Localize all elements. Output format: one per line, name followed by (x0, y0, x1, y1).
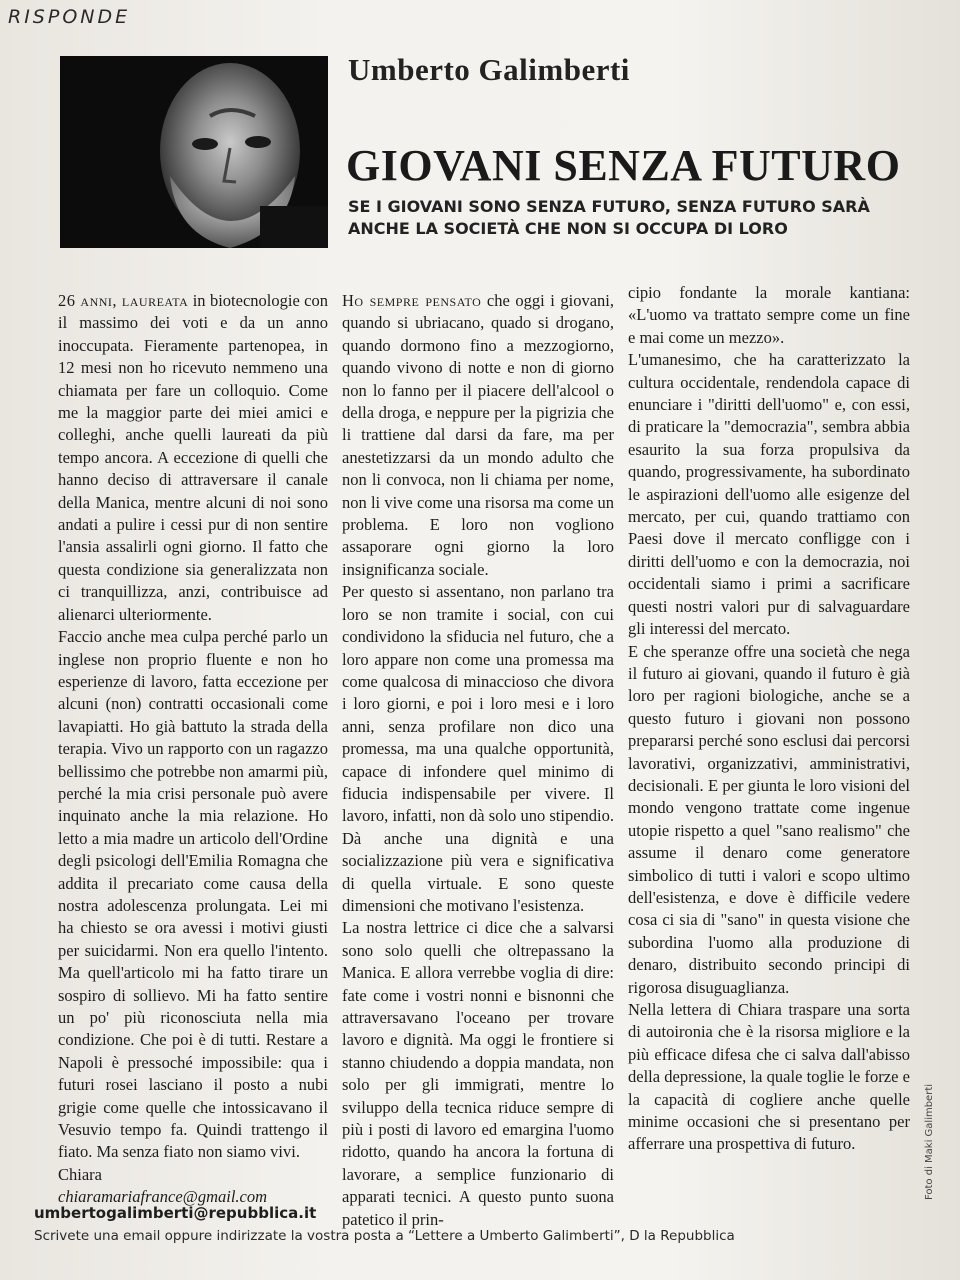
letter-text: in biotecnologie con il massimo dei voti e da un anno inoccupata. Fieramente partenopea, in 12 mesi non ho ricevuto nemmeno una chiamata per fare un colloquio. Come me la maggior parte dei miei amici e colleghi, anche quelli laureati da più tempo ancora. A eccezione di quelli che hanno deciso di attraversare il canale della Manica, mentre alcuni di noi sono andati a pulire i cessi pur di non sentire l'ansia assalirli ogni giorno. Il fatto che questa condizione sia generalizzata non ci tranquillizza, anzi, contribuisce ad alienarci ulteriormente. (58, 291, 328, 624)
reply-paragraph: Nella lettera di Chiara traspare una sorta di autoironia che è la risorsa migliore e la più efficace difesa che ci salva dall'abisso della depressione, la quale toglie le forze e la capacità di cogliere anche quelle minime occasioni che si presentano per afferrare una prospettiva di futuro. (628, 1000, 910, 1154)
reply-paragraph: E che speranze offre una società che nega il futuro ai giovani, quando il futuro è già loro per ragioni biologiche, anche se a questo futuro i giovani non possono prepararsi perché sono esclusi dai percorsi lavorativi, organizzativi, amministrativi, decisionali. E per giunta le loro visioni del mondo vengono trattate come ingenue utopie rispetto a quel "sano realismo" che assume il denaro come generatore simbolico di tutti i valori e scopo ultimo dell'esistenza, e dove è difficile vedere cosa ci sia di "sano" in questa visione che subordina l'uomo alla produzione di denaro, distribuito secondo principi di rigorosa disuguaglianza. (628, 641, 910, 997)
reply-paragraph: La nostra lettrice ci dice che a salvarsi sono solo quelli che oltrepassano la Manica. E allora verrebbe voglia di dire: fate come i vostri nonni e bisnonni che attraversavano l'oceano per trovare lavoro e dignità. Ma oggi le frontiere si stanno chiudendo a doppia mandata, non solo per gli immigrati, mentre lo sviluppo della tecnica riduce sempre di più i posti di lavoro ed emargina l'uomo ridotto, quando ha ancora la fortuna di lavorare, a semplice funzionario di apparati tecnici. A questo punto suona patetico il prin- (342, 918, 614, 1229)
author-name: Umberto Galimberti (348, 52, 630, 87)
portrait-illustration (60, 56, 328, 248)
section-label: RISPONDE (8, 6, 131, 28)
footer-email: umbertogalimberti@repubblica.it (34, 1204, 317, 1222)
letter-paragraph (58, 290, 328, 626)
letter-email: chiaramariafrance@gmail.com (58, 1187, 268, 1207)
reply-column-2 (628, 282, 910, 1156)
photo-credit: Foto di Maki Galimberti (924, 1083, 935, 1200)
reply-paragraph: L'umanesimo, che ha caratterizzato la cultura occidentale, rendendola capace di enunciare i "diritti dell'uomo" e, con essi, di praticare la "democrazia", sembra abbia esaurito la sua forza propulsiva da quando, progressivamente, ha subordinato le aspirazioni dell'uomo alle esigenze del mercato, per cui, quando trattiamo con Paesi dove il mercato confligge con i diritti dell'uomo e con la democrazia, noi occidentali siamo i primi a sacrificare questi nostri valori pur di salvaguardare gli interessi del mercato. (628, 350, 910, 639)
letter-column (58, 290, 328, 1209)
reply-column-1 (342, 290, 614, 1231)
author-portrait-photo (60, 56, 328, 248)
article-subtitle: SE I GIOVANI SONO SENZA FUTURO, SENZA FUTURO SARÀ ANCHE LA SOCIETÀ CHE NON SI OCCUPA DI LORO (348, 197, 870, 238)
article-title: GIOVANI SENZA FUTURO (346, 141, 901, 190)
letter-lead-in: 26 anni, laureata (58, 291, 189, 310)
reply-paragraph: cipio fondante la morale kantiana: «L'uomo va trattato sempre come un fine e mai come un mezzo». (628, 283, 910, 347)
reply-paragraph (342, 290, 614, 581)
letter-paragraph: Faccio anche mea culpa perché parlo un inglese non proprio fluente e non ho esperienze di lavoro, fatta eccezione per alcuni (non) contratti occasionali come lavapiatti. Ho già battuto la strada della terapia. Vivo un rapporto con un ragazzo bellissimo che potrebbe non amarmi più, perché la mia crisi personale può avere inquinato anche la mia relazione. Ho letto a mia madre un articolo dell'Ordine degli psicologi dell'Emilia Romagna che addita il precariato come causa della nostra adolescenza prolungata. Lei mi ha chiesto se ora avessi i motivi giusti per suicidarmi. Non era quello l'intento. Ma quell'articolo mi ha fatto tirare un sospiro di sollievo. Mi ha fatto sentire un po' più riconosciuta nella mia condizione. Che poi è di tutti. Restare a Napoli è pressoché impossibile: qua i futuri rosei lasciano il posto a nubi grigie come quelle che intossicavano il Vesuvio tempo fa. Quindi trattengo il fiato. Ma senza fiato non siamo vivi. (58, 627, 328, 1162)
reply-lead-in: Ho sempre pensato (342, 291, 482, 310)
footer-instructions: Scrivete una email oppure indirizzate la vostra posta a “Lettere a Umberto Galimberti”, D la Repubblica (34, 1228, 735, 1244)
letter-signature: Chiara (58, 1164, 102, 1184)
reply-text: che oggi i giovani, quando si ubriacano, quado si drogano, quando dormono fino a mezzogiorno, quando vivono di notte e non di giorno non lo fanno per il piacere dell'alcool o della droga, e neppure per la pigrizia che li trattiene dal darsi da fare, ma per anestetizzarsi da un mondo adulto che non li convoca, non li chiama per nome, non li vive come una risorsa ma come un problema. E loro non vogliono assaporare ogni giorno la loro insignificanza sociale. (342, 291, 614, 579)
reply-paragraph: Per questo si assentano, non parlano tra loro se non tramite i social, con cui condividono la sfiducia nel futuro, che a loro appare non come una promessa ma come qualcosa di minaccioso che divora i loro giorni, e poi i loro mesi e i loro anni, senza profilare non dico una promessa, ma una qualche opportunità, capace di infondere quel minimo di fiducia indispensabile per vivere. Il lavoro, infatti, non dà solo uno stipendio. Dà anche una dignità e una socializzazione più vera e significativa di quella virtuale. E sono queste dimensioni che motivano l'esistenza. (342, 582, 614, 915)
